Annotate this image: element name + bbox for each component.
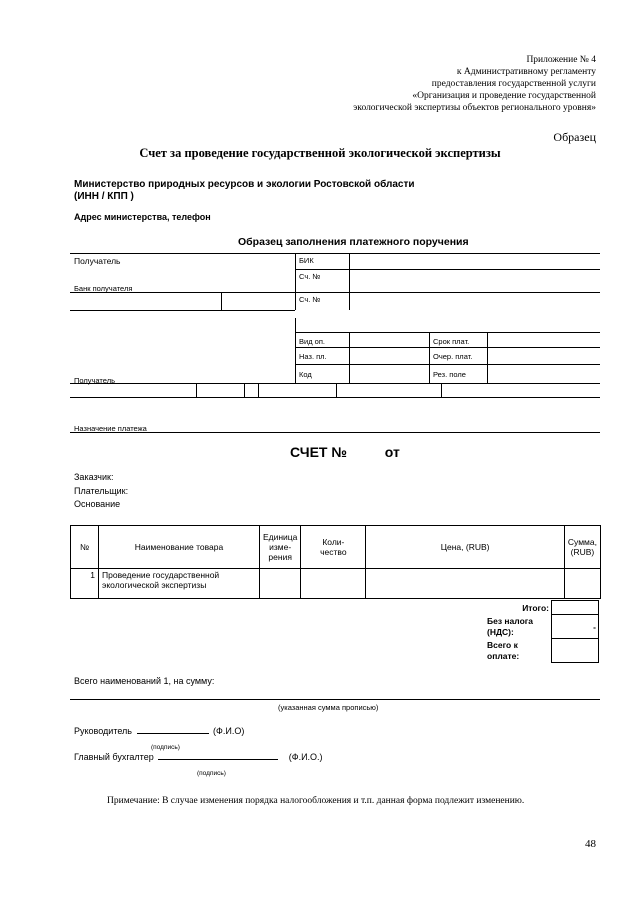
payer-label: Плательщик: [74,485,129,496]
invoice-date-label: от [384,444,400,460]
invoice-number-label: СЧЕТ № [290,444,347,460]
document-title: Счет за проведение государственной экологической экспертизы [139,146,501,160]
po-line [295,269,600,270]
appendix-line: экологической экспертизы объектов регионального уровня» [353,103,596,113]
totals-row [485,601,599,615]
sum-in-words-line [70,699,600,700]
recipient2-label: Получатель [74,376,115,385]
to-pay-value [552,639,599,663]
row-number: 1 [71,569,99,599]
footnote: Примечание: В случае изменения порядка налогообложения и т.п. данная форма подлежит изменению. [107,796,525,806]
accountant-fio: (Ф.И.О.) [288,752,323,762]
po-line [295,318,296,383]
po-line [70,397,600,398]
total-label: Итого: [522,602,549,613]
signature-note: (подпись) [197,770,226,777]
invoice-parties [74,471,128,512]
row-sum [564,569,600,599]
po-line [295,347,600,348]
row-unit [259,569,300,599]
ministry-block [74,179,415,203]
row-quantity [301,569,366,599]
signature-note: (подпись) [151,744,180,751]
purpose-code-label: Наз. пл. [299,352,327,361]
to-pay-label: Всего к оплате: [487,639,520,661]
appendix-header [353,54,596,114]
po-line [70,292,600,293]
header-cell: Сумма, (RUB) [564,526,600,569]
pay-order-label: Очер. плат. [433,352,473,361]
op-type-label: Вид оп. [299,337,325,346]
pay-term-label: Срок плат. [433,337,470,346]
po-line [487,332,488,383]
head-label: Руководитель [74,726,132,736]
invoice-title [290,444,400,460]
sample-label: Образец [553,130,596,144]
table-row [71,569,601,599]
items-count-line: Всего наименований 1, на сумму: [74,676,215,686]
head-fio: (Ф.И.О) [213,726,245,736]
account-label: Сч. № [299,272,321,281]
bank-label: Банк получателя [74,284,133,293]
ministry-name: Министерство природных ресурсов и экологии Ростовской области [74,179,415,190]
header-cell: Коли-чество [301,526,366,569]
po-line [349,332,350,383]
bik-label: БИК [299,256,314,265]
totals-row [485,639,599,663]
bank-account-label: Сч. № [299,295,321,304]
payment-order-title: Образец заполнения платежного поручения [238,236,469,248]
po-line [70,383,600,384]
po-line [295,253,296,310]
po-line [258,383,259,397]
accountant-signature-row [74,752,323,762]
po-line [196,383,197,397]
customer-label: Заказчик: [74,472,114,482]
po-line [70,310,295,311]
sum-in-words-note: (указанная сумма прописью) [278,703,379,712]
ministry-address: Адрес министерства, телефон [74,212,211,222]
recipient-label: Получатель [74,256,121,266]
po-line [221,292,222,310]
no-tax-value: - [552,615,599,639]
total-value [552,601,599,615]
totals-table [485,600,599,663]
accountant-label: Главный бухгалтер [74,752,154,762]
basis-label: Основание [74,499,121,509]
header-cell: № [71,526,99,569]
no-tax-label: Без налога (НДС): [487,615,534,637]
appendix-line: «Организация и проведение государственной [412,91,596,101]
items-table [70,525,601,599]
appendix-line: предоставления государственной услуги [431,79,596,89]
head-signature-row [74,726,244,736]
po-line [244,383,245,397]
po-line [295,364,600,365]
po-line [349,253,350,310]
po-line [70,432,600,433]
appendix-line: к Административному регламенту [456,67,596,77]
appendix-line: Приложение № 4 [526,55,596,65]
reserve-label: Рез. поле [433,370,466,379]
header-cell: Цена, (RUB) [366,526,565,569]
table-header-row [71,526,601,569]
po-line [295,332,600,333]
row-item-name: Проведение государственной экологической экспертизы [99,569,260,599]
header-cell: Единица изме-рения [259,526,300,569]
po-line [336,383,337,397]
po-line [429,332,430,383]
totals-row [485,615,599,639]
po-line [70,253,600,254]
accountant-signature-line [158,759,278,760]
payment-purpose-label: Назначение платежа [74,424,147,433]
header-cell: Наименование товара [99,526,260,569]
code-label: Код [299,370,312,379]
page-number: 48 [585,838,596,850]
row-price [366,569,565,599]
head-signature-line [137,733,209,734]
ministry-inn-kpp: (ИНН / КПП ) [74,191,134,202]
po-line [441,383,442,397]
